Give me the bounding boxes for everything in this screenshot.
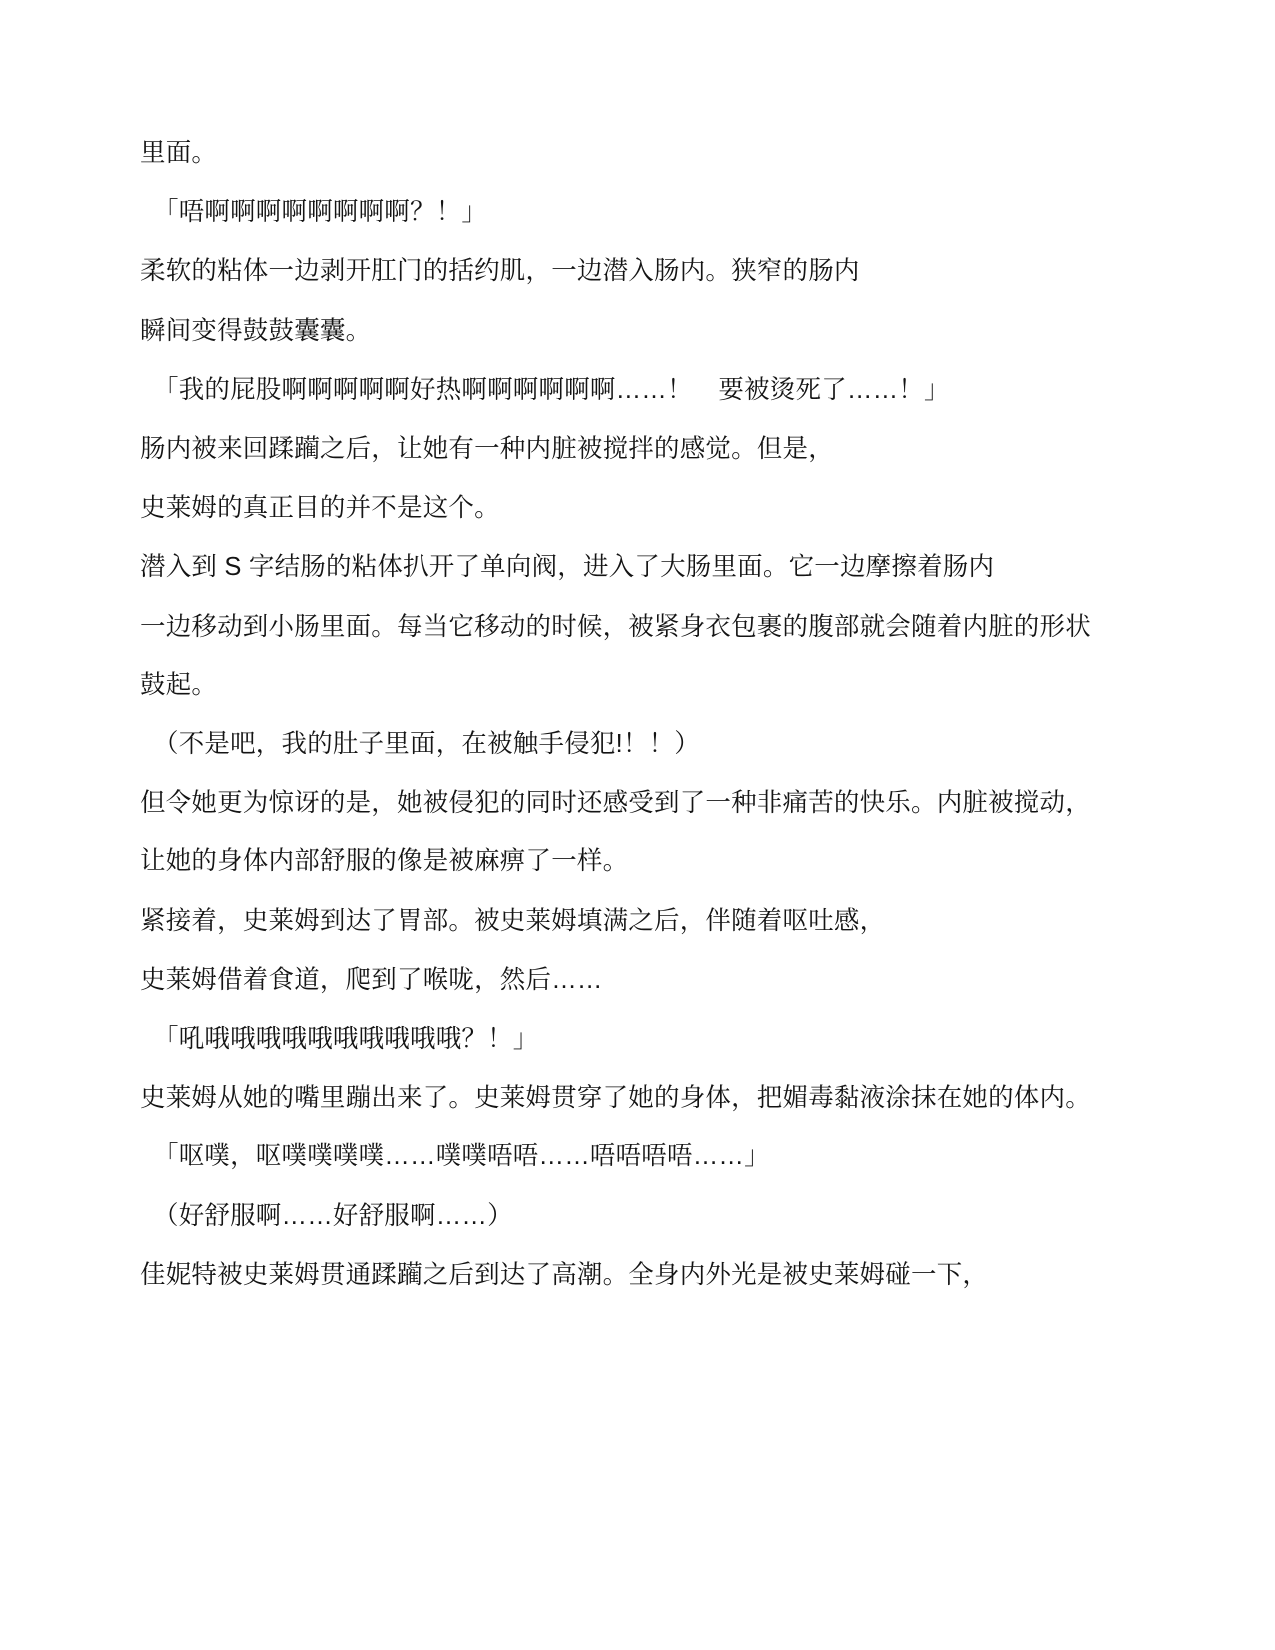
- paragraph: 佳妮特被史莱姆贯通蹂躏之后到达了高潮。全身内外光是被史莱姆碰一下，: [140, 1260, 989, 1289]
- paragraph: 「我的屁股啊啊啊啊啊好热啊啊啊啊啊啊……！ 要被烫死了……！」: [153, 375, 950, 404]
- paragraph: 肠内被来回蹂躏之后，让她有一种内脏被搅拌的感觉。但是，: [140, 435, 834, 464]
- paragraph: 潜入到 S 字结肠的粘体扒开了单向阀，进入了大肠里面。它一边摩擦着肠内: [140, 553, 995, 582]
- paragraph: 史莱姆的真正目的并不是这个。: [140, 494, 500, 523]
- paragraph: 鼓起。: [140, 670, 218, 699]
- document-body: [140, 135, 1100, 1293]
- paragraph: 一边移动到小肠里面。每当它移动的时候，被紧身衣包裹的腹部就会随着内脏的形状: [140, 612, 1091, 641]
- paragraph: （不是吧，我的肚子里面，在被触手侵犯!！！）: [153, 730, 700, 759]
- paragraph: 但令她更为惊讶的是，她被侵犯的同时还感受到了一种非痛苦的快乐。内脏被搅动，: [140, 789, 1091, 818]
- paragraph: 史莱姆从她的嘴里蹦出来了。史莱姆贯穿了她的身体，把媚毒黏液涂抹在她的体内。: [140, 1084, 1091, 1113]
- paragraph: 紧接着，史莱姆到达了胃部。被史莱姆填满之后，伴随着呕吐感，: [140, 906, 886, 935]
- paragraph: 「吼哦哦哦哦哦哦哦哦哦哦？！」: [153, 1025, 539, 1054]
- paragraph: （好舒服啊……好舒服啊……）: [153, 1201, 513, 1230]
- paragraph: 里面。: [140, 139, 218, 167]
- paragraph: 「唔啊啊啊啊啊啊啊啊？！」: [153, 198, 488, 227]
- paragraph: 史莱姆借着食道，爬到了喉咙，然后……: [140, 965, 603, 994]
- paragraph: 柔软的粘体一边剥开肛门的括约肌，一边潜入肠内。狭窄的肠内: [140, 257, 860, 286]
- paragraph: 让她的身体内部舒服的像是被麻痹了一样。: [140, 847, 629, 876]
- paragraph: 瞬间变得鼓鼓囊囊。: [140, 316, 372, 345]
- paragraph: 「呕噗，呕噗噗噗噗……噗噗唔唔……唔唔唔唔……」: [153, 1142, 770, 1171]
